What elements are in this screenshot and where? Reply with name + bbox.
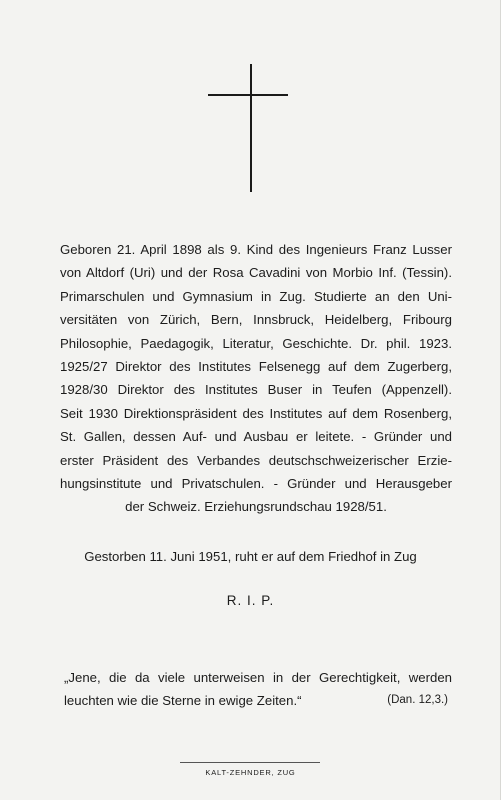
- cross-horizontal-bar: [208, 94, 288, 96]
- biography-line-last: der Schweiz. Erziehungsrundschau 1928/51.: [125, 499, 387, 515]
- biography-line: St. Gallen, dessen Auf- und Ausbau er leitete. - Gründer und: [60, 429, 452, 445]
- quote-line-1: „Jene, die da viele unterweisen in der Gerechtigkeit, werden: [64, 670, 452, 685]
- biography-line: erster Präsident des Verbandes deutschschweizerischer Erzie-: [60, 452, 452, 468]
- biography-line: Primarschulen und Gymnasium in Zug. Studierte an den Uni-: [60, 288, 452, 304]
- biography-line: 1925/27 Direktor des Institutes Felsenegg auf dem Zugerberg,: [60, 359, 452, 375]
- biography-text: [60, 238, 452, 519]
- printer-imprint: KALT-ZEHNDER, ZUG: [205, 768, 296, 777]
- printer-divider: [180, 762, 320, 763]
- quote-line-2-row: [64, 689, 452, 712]
- death-notice: Gestorben 11. Juni 1951, ruht er auf dem Friedhof in Zug: [84, 549, 417, 564]
- bible-quote: [64, 666, 452, 713]
- cross-icon: [208, 64, 288, 194]
- biography-line: Geboren 21. April 1898 als 9. Kind des Ingenieurs Franz Lusser: [60, 242, 452, 257]
- biography-line: versitäten von Zürich, Bern, Innsbruck, Heidelberg, Fribourg: [60, 312, 452, 328]
- biography-line: 1928/30 Direktor des Institutes Buser in Teufen (Appenzell).: [60, 382, 452, 398]
- biography-line: Philosophie, Paedagogik, Literatur, Geschichte. Dr. phil. 1923.: [60, 335, 452, 351]
- quote-reference: (Dan. 12,3.): [387, 694, 448, 707]
- rip-text: R. I. P.: [226, 593, 275, 608]
- quote-line-2: leuchten wie die Sterne in ewige Zeiten.“: [64, 693, 302, 709]
- biography-line: Seit 1930 Direktionspräsident des Institutes auf dem Rosenberg,: [60, 405, 452, 421]
- biography-line: von Altdorf (Uri) und der Rosa Cavadini von Morbio Inf. (Tessin).: [60, 265, 452, 281]
- cross-vertical-bar: [250, 64, 252, 192]
- biography-line: hungsinstitute und Privatschulen. - Gründer und Herausgeber: [60, 476, 452, 492]
